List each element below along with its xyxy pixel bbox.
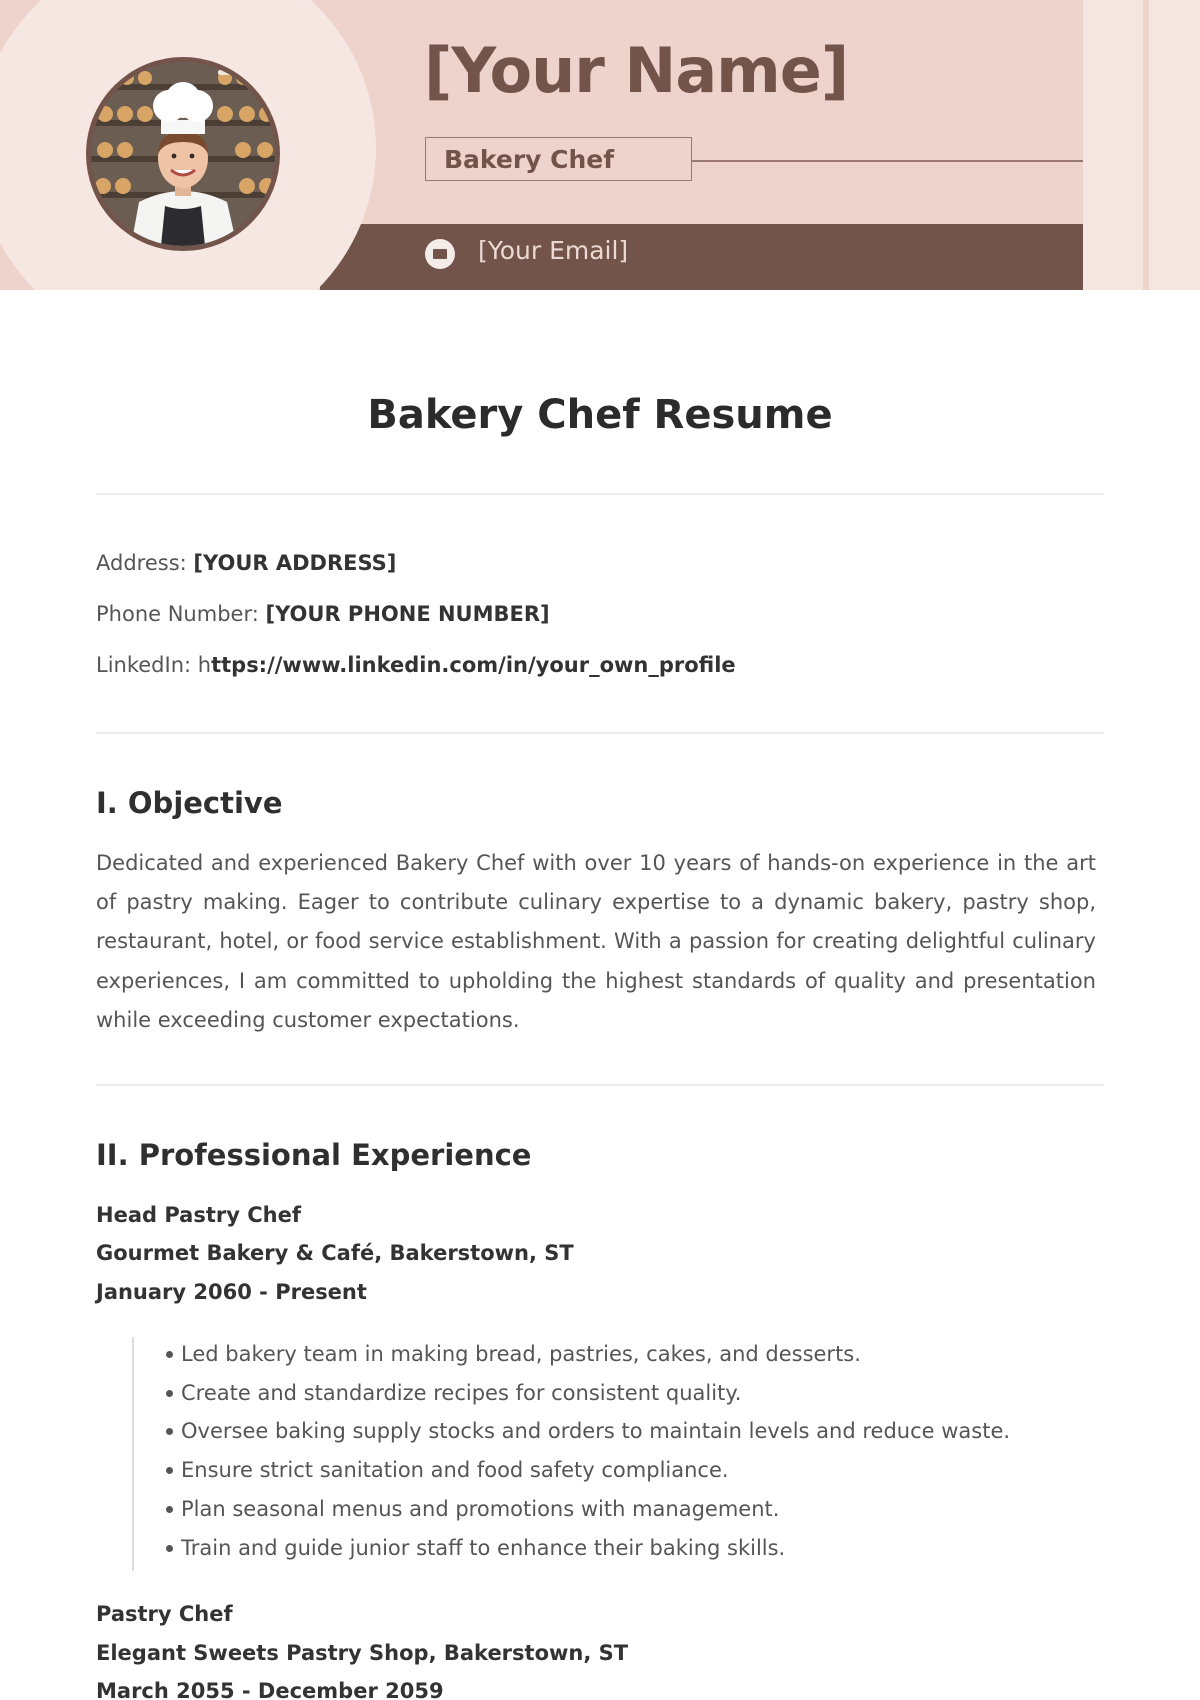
job-title: Pastry Chef (96, 1602, 233, 1626)
list-item (166, 1536, 785, 1560)
objective-text: Dedicated and experienced Bakery Chef with over 10 years of hands-on experience in the art of pastry making. Eager to contribute culinary expertise to a dynamic bakery, pastry shop, restaurant, hotel, or food service establishment. With a passion for creating delightful culinary experiences, I am committed to upholding the highest standards of quality and presentation while exceeding customer expectations. (96, 851, 1096, 1032)
phone-label: Phone Number: (96, 602, 259, 626)
job-dates: January 2060 - Present (96, 1280, 367, 1304)
chef-portrait-image (91, 62, 275, 246)
bullet-icon (166, 1390, 173, 1397)
list-item (166, 1381, 741, 1405)
duty-text: Ensure strict sanitation and food safety compliance. (181, 1458, 729, 1482)
contact-address (96, 551, 396, 575)
email-icon (425, 239, 455, 269)
duty-text: Plan seasonal menus and promotions with management. (181, 1497, 780, 1521)
list-item (166, 1497, 779, 1521)
bullet-icon (166, 1545, 173, 1552)
objective-heading: I. Objective (96, 786, 283, 820)
contact-linkedin (96, 653, 736, 677)
job-title: Head Pastry Chef (96, 1203, 301, 1227)
bullet-icon (166, 1351, 173, 1358)
section-divider (96, 1084, 1104, 1086)
job-dates: March 2055 - December 2059 (96, 1679, 444, 1700)
linkedin-label: LinkedIn: h (96, 653, 212, 677)
address-value: [YOUR ADDRESS] (193, 551, 397, 575)
phone-value: [YOUR PHONE NUMBER] (265, 602, 550, 626)
bullet-icon (166, 1506, 173, 1513)
address-label: Address: (96, 551, 187, 575)
duty-text: Led bakery team in making bread, pastries, cakes, and desserts. (181, 1342, 861, 1366)
linkedin-link[interactable]: ttps://www.linkedin.com/in/your_own_profile (211, 653, 736, 677)
list-item (166, 1458, 729, 1482)
role-badge (425, 137, 692, 181)
role-title: Bakery Chef (444, 145, 615, 174)
header-stripe (1149, 0, 1200, 290)
bullet-icon (166, 1467, 173, 1474)
experience-heading: II. Professional Experience (96, 1138, 532, 1172)
resume-header (0, 0, 1200, 290)
document-title: Bakery Chef Resume (367, 392, 833, 438)
section-divider (96, 732, 1104, 734)
list-item (166, 1419, 1010, 1443)
profile-photo (86, 57, 280, 251)
email-address[interactable]: [Your Email] (478, 236, 629, 265)
job-duties-list (132, 1337, 1032, 1571)
job-company: Elegant Sweets Pastry Shop, Bakerstown, ST (96, 1641, 629, 1665)
list-item (166, 1342, 861, 1366)
job-company: Gourmet Bakery & Café, Bakerstown, ST (96, 1241, 574, 1265)
section-divider (96, 493, 1104, 495)
duty-text: Oversee baking supply stocks and orders to maintain levels and reduce waste. (181, 1419, 1011, 1443)
bullet-icon (166, 1428, 173, 1435)
duty-text: Train and guide junior staff to enhance their baking skills. (181, 1536, 786, 1560)
duty-text: Create and standardize recipes for consistent quality. (181, 1381, 742, 1405)
role-divider-line (692, 160, 1083, 162)
contact-phone (96, 602, 550, 626)
header-stripe (1083, 0, 1143, 290)
applicant-name: [Your Name] (424, 34, 849, 107)
